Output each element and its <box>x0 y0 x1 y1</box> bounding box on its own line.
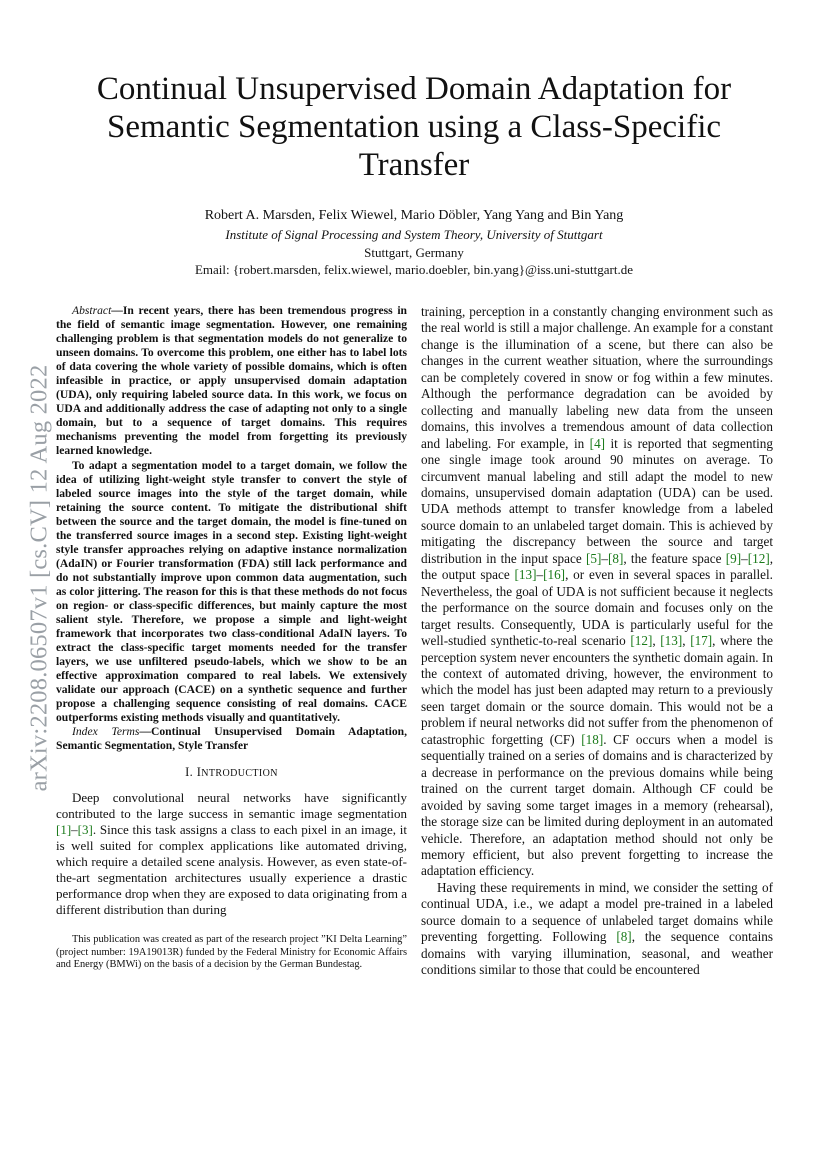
citation-link[interactable]: [16] <box>543 567 566 583</box>
right-paragraph-2: Having these requirements in mind, we consider the setting of continual UDA, i.e., we adapt a model pre-trained in a labeled source domain to a sequence of unlabeled target domains while preventing forgetting. Following [8], the sequence contains domains with varying illumination, seasonal, and weather conditions similar to those that could be encountered <box>421 879 774 978</box>
section-title-rest: NTRODUCTION <box>201 767 278 779</box>
abstract-label: Abstract <box>72 304 112 317</box>
right-paragraph-1: training, perception in a constantly changing environment such as the real world is still a major challenge. An example for a constant change is the illumination of a scene, but there can also be changes in the current weather situation, where the surroundings can be completely covered in snow or fog within a few minutes. Although the performance degradation can be avoided by collecting and manually labeling new data from the unseen domains, this involves a tremendous amount of data collection and labeling. For example, in [4] it is reported that segmenting one single image took around 90 minutes on average. To circumvent manual labeling and still adapt the model to new domains, unsupervised domain adaptation (UDA) can be used. UDA methods attempt to transfer knowledge from a labeled source domain to an unlabeled target domain. This is achieved by mitigating the discrepancy between the source and target distribution in the input space [5]–[8], the feature space [9]–[12], the output space [13]–[16], or even in several spaces in parallel. Nevertheless, the goal of UDA is not sufficient because it neglects the performance on the source domain and focuses only on the target results. Consequently, UDA is particularly useful for the well-studied synthetic-to-real scenario [12], [13], [17], where the perception system never encounters the synthetic domain again. In the context of automated driving, however, the environment to which the model has just been adapted may return to a previously seen target domain or the source domain. This would not be a problem if neural networks did not suffer from the phenomenon of catastrophic forgetting (CF) [18]. CF occurs when a model is sequentially trained on a series of domains and is characterized by a decrease in performance on the previous domains while being trained on the current target domain. Although CF could be avoided by saving some target images in a memory (rehearsal), the storage size can be limited during deployment in an automated vehicle. Therefore, an adaptation method should not only be memory efficient, but also prevent forgetting to increase the adaptation efficiency. <box>421 304 774 879</box>
intro-paragraph: Deep convolutional neural networks have significantly contributed to the large success in semantic image segmentation [1]–[3]. Since this task assigns a class to each pixel in an image, it is well suited for complex applications like automated driving, which require a detailed scene analysis. However, as even state-of-the-art segmentation architectures usually experience a drastic performance drop when they are exposed to data originating from a different distribution than during <box>56 789 407 918</box>
location: Stuttgart, Germany <box>364 245 464 260</box>
citation-link[interactable]: [8] <box>607 550 624 566</box>
citation-link[interactable]: [12] <box>747 550 770 566</box>
citation-link[interactable]: [3] <box>77 821 93 837</box>
citation-link[interactable]: [13] <box>660 633 683 649</box>
arxiv-sidebar-stamp <box>22 318 56 838</box>
abstract-paragraph-2: To adapt a segmentation model to a target domain, we follow the idea of utilizing light-weight style transfer to convert the style of labeled source images into the style of the target domain, while retaining the source content. To mitigate the distributional shift between the source and the target domain, the model is fine-tuned on the transferred source images in a second step. Existing light-weight style transfer approaches relying on adaptive instance normalization (AdaIN) or Fourier transformation (FDA) still lack performance and do not substantially improve upon common data augmentation, such as color jittering. The reason for this is that these methods do not focus on region- or class-specific differences, but mainly capture the most salient style. Therefore, we propose a simple and light-weight framework that incorporates two class-conditional AdaIN layers. To extract the class-specific target moments needed for the transfer layers, we use unfiltered pseudo-labels, which we show to be an effective approximation compared to real labels. We extensively validate our approach (CACE) on a synthetic sequence and further propose a challenging sequence consisting of real domains. CACE outperforms existing methods visually and quantitatively. <box>56 458 407 725</box>
footnote-rule <box>56 920 407 930</box>
right-column <box>421 304 773 979</box>
citation-link[interactable]: [1] <box>56 821 72 837</box>
citation-link[interactable]: [18] <box>581 731 604 747</box>
index-terms-label: Index Terms <box>72 725 140 739</box>
email-line: Email: {robert.marsden, felix.wiewel, mario.doebler, bin.yang}@iss.uni-stuttgart.de <box>194 262 633 277</box>
paper-title: Continual Unsupervised Domain Adaptation for Semantic Segmentation using a Class-Specific Transfer <box>96 71 732 183</box>
section-number: I. <box>185 764 194 779</box>
arxiv-identifier: arXiv:2208.06507v1 [cs.CV] 12 Aug 2022 <box>25 364 53 792</box>
index-terms-text: —Continual Unsupervised Domain Adaptation, Semantic Segmentation, Style Transfer <box>56 725 407 753</box>
author-list: Robert A. Marsden, Felix Wiewel, Mario Döbler, Yang Yang and Bin Yang <box>204 208 624 223</box>
section-title-initial: I <box>196 764 202 779</box>
citation-link[interactable]: [13] <box>514 567 537 583</box>
section-heading-introduction <box>56 764 407 782</box>
abstract-text-1: —In recent years, there has been tremendous progress in the field of semantic image segmentation. However, one remaining challenging problem is that segmentation models do not generalize to unseen domains. To overcome this problem, one either has to label lots of data covering the whole variety of possible domains, which is often infeasible in practice, or apply unsupervised domain adaptation (UDA), only requiring labeled source data. In this work, we focus on UDA and additionally address the case of adapting not only to a single domain, but to a sequence of target domains. This requires mechanisms preventing the model from forgetting its previously learned knowledge. <box>56 304 407 458</box>
abstract-paragraph-1 <box>56 304 407 459</box>
footnote: This publication was created as part of the research project ”KI Delta Learning” (project number: 19A19013R) funded by the Federal Ministry for Economic Affairs and Energy (BMWi) on the basis of a decision by the German Bundestag. <box>56 934 407 971</box>
citation-link[interactable]: [12] <box>630 633 653 649</box>
citation-link[interactable]: [9] <box>725 550 742 566</box>
citation-link[interactable]: [8] <box>616 929 632 945</box>
citation-link[interactable]: [17] <box>690 633 713 649</box>
index-terms <box>56 725 407 753</box>
left-column <box>56 304 407 971</box>
citation-link[interactable]: [5] <box>585 550 602 566</box>
citation-link[interactable]: [4] <box>589 435 606 451</box>
affiliation: Institute of Signal Processing and System Theory, University of Stuttgart <box>225 227 603 242</box>
